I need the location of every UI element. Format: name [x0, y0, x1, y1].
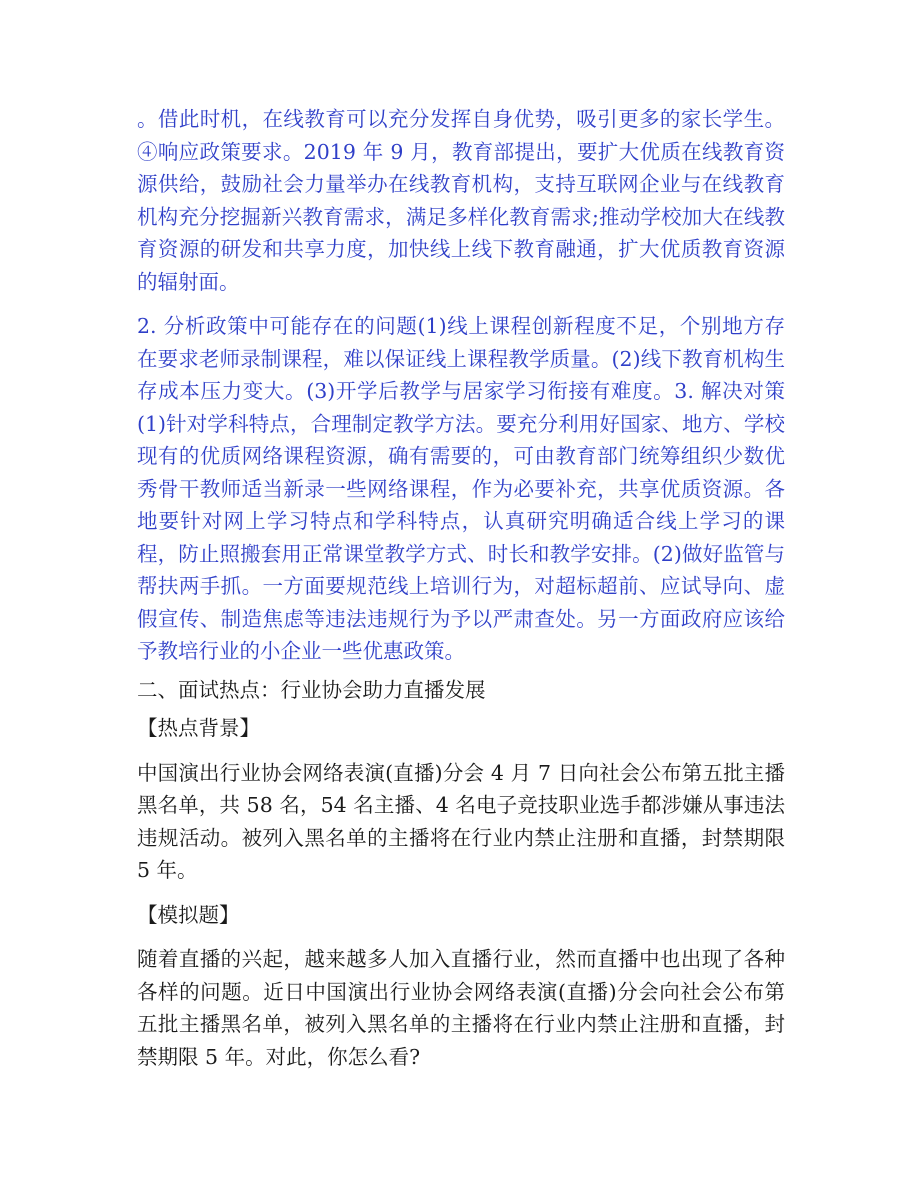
hot-background-label: 【热点背景】	[137, 716, 260, 740]
hot-background-text: 中国演出行业协会网络表演(直播)分会 4 月 7 日向社会公布第五批主播黑名单，共 58 名，54 名主播、4 名电子竞技职业选手都涉嫌从事违法违规活动。被列入黑名单的主播将在行业内禁止注册和直播，封禁期限 5 年。	[137, 760, 785, 882]
policy-analysis-paragraph: 。借此时机，在线教育可以充分发挥自身优势，吸引更多的家长学生。④响应政策要求。2019 年 9 月，教育部提出，要扩大优质在线教育资源供给，鼓励社会力量举办在线教育机构，支持互联网企业与在线教育机构充分挖掘新兴教育需求，满足多样化教育需求;推动学校加大在线教育资源的研发和共享力度，加快线上线下教育融通，扩大优质教育资源的辐射面。	[137, 107, 785, 294]
mock-question-text: 随着直播的兴起，越来越多人加入直播行业，然而直播中也出现了各种各样的问题。近日中国演出行业协会网络表演(直播)分会向社会公布第五批主播黑名单，被列入黑名单的主播将在行业内禁止注册和直播，封禁期限 5 年。对此，你怎么看?	[137, 947, 785, 1069]
problems-and-solutions-paragraph: 2. 分析政策中可能存在的问题(1)线上课程创新程度不足，个别地方存在要求老师录制课程，难以保证线上课程教学质量。(2)线下教育机构生存成本压力变大。(3)开学后教学与居家学习衔接有难度。3. 解决对策(1)针对学科特点，合理制定教学方法。要充分利用好国家、地方、学校现有的优质网络课程资源，确有需要的，可由教育部门统筹组织少数优秀骨干教师适当新录一些网络课程，作为必要补充，共享优质资源。各地要针对网上学习特点和学科特点，认真研究明确适合线上学习的课程，防止照搬套用正常课堂教学方式、时长和教学安排。(2)做好监管与帮扶两手抓。一方面要规范线上培训行为，对超标超前、应试导向、虚假宣传、制造焦虑等违法违规行为予以严肃查处。另一方面政府应该给予教培行业的小企业一些优惠政策。	[137, 314, 785, 663]
section-heading: 二、面试热点：行业协会助力直播发展	[137, 677, 486, 702]
mock-question-label: 【模拟题】	[137, 902, 240, 927]
document-body	[137, 103, 785, 1073]
